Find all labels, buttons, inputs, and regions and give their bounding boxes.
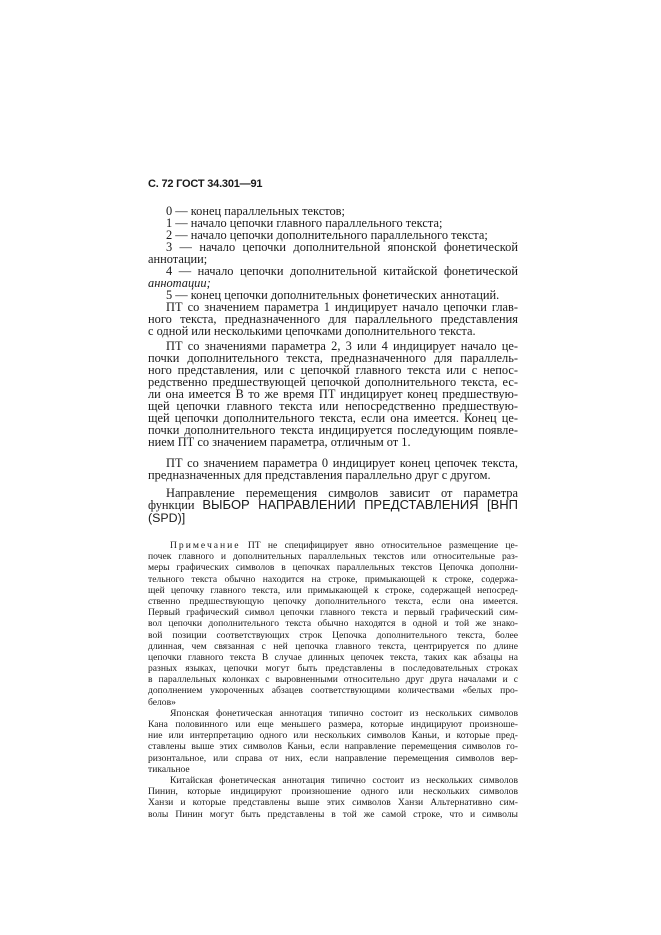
- note-line: тельного текста обычно находится на строке, примыкающей к строке, содержа-: [148, 573, 518, 585]
- note-line: вой позиции соответствующих строк Цепочка дополнительного текста, более: [148, 629, 518, 641]
- note-line: Китайская фонетическая аннотация типично состоит из нескольких символов: [170, 774, 518, 786]
- note-line: Японская фонетическая аннотация типично состоит из нескольких символов: [170, 707, 518, 719]
- parameter-list: [148, 205, 518, 337]
- note-line: ставлены выше этих символов Каньи, если направление перемещения символов го-: [148, 741, 518, 753]
- note-line: ственно предшествующую цепочку дополнительного текста, если она имеется.: [148, 595, 518, 607]
- list-item: 4 — начало цепочки дополнительной китайской фонетической: [166, 264, 518, 278]
- note-line: цепочки главного текста В случае длинных цепочек текста, таких как абзацы на: [148, 651, 518, 663]
- paragraph-line: ного представления, или с цепочкой главного текста или с непос-: [148, 363, 518, 377]
- paragraph-line: редственно предшествующей цепочкой дополнительного текста, ес-: [148, 375, 518, 389]
- note-line: щей цепочку главного текста, или примыкающей к строке, содержащей непосред-: [148, 584, 518, 596]
- note-line: Ханзи и которые представлены выше этих символов Ханзи Альтернативно сим-: [148, 797, 518, 809]
- paragraph: [148, 487, 518, 524]
- text: функции: [148, 498, 195, 512]
- text: ПТ не специфицирует явно относительное размещение це-: [247, 540, 518, 551]
- paragraph-line: [148, 499, 518, 512]
- note-line: Кана половинного или еще меньшего размера, которые индицируют произноше-: [148, 719, 518, 730]
- function-name: ВЫБОР НАПРАВЛЕНИЙ ПРЕДСТАВЛЕНИЯ [ВНП: [202, 497, 518, 512]
- paragraph-line: предназначенных для представления параллельно друг с другом.: [148, 468, 491, 482]
- note-line: дополнением укороченных абзацев соответствующими количествами «белых про-: [148, 685, 518, 697]
- paragraph-line: ПТ со значением параметра 0 индицирует конец цепочек текста,: [166, 456, 518, 470]
- note-line: Пинин, которые индицируют произношение одного или нескольких символов: [148, 786, 518, 798]
- note-line: ние или интерпретацию одного или нескольких символов Каньи, и которые пред-: [148, 730, 518, 742]
- list-item: 5 — конец цепочки дополнительных фонетических аннотаций.: [166, 288, 500, 302]
- paragraph-line: ли она имеется В то же время ПТ индицирует конец предшествую-: [148, 387, 518, 401]
- list-item: аннотации;: [148, 276, 211, 290]
- list-item: 0 — конец параллельных текстов;: [166, 204, 345, 218]
- paragraph-line: щей цепочки дополнительного текста, если она имеется. Конец це-: [148, 411, 518, 425]
- paragraph-line: с одной или несколькими цепочками дополнительного текста.: [148, 324, 476, 338]
- note-line: [148, 540, 518, 551]
- list-item: 3 — начало цепочки дополнительной японской фонетической: [166, 240, 518, 254]
- note-line: меры графических символов в цепочках параллельных текстов Цепочка дополни-: [148, 562, 518, 574]
- paragraph-line: почки дополнительного текста, предназначенного для параллель-: [148, 351, 518, 365]
- paragraph: [148, 340, 518, 448]
- note-line: вол цепочки дополнительного текста обычно находятся в одной и той же знако-: [148, 618, 518, 630]
- note-line: длинная, чем связанная с ней цепочка главного текста, центрируется по длине: [148, 640, 518, 652]
- list-item: 1 — начало цепочки главного параллельного текста;: [166, 216, 443, 230]
- paragraph-line: ного текста, предназначенного для параллельного представления: [148, 312, 518, 326]
- paragraph-line: почки дополнительного текста индицируется последующим появле-: [148, 423, 518, 437]
- paragraph-line: (SPD)]: [148, 511, 186, 525]
- note-line: Первый графический символ цепочки главного текста и первый графический сим-: [148, 607, 518, 619]
- page-header: С. 72 ГОСТ 34.301—91: [148, 178, 263, 190]
- note: [148, 540, 518, 820]
- paragraph-line: ПТ со значением параметра 1 индицирует начало цепочки глав-: [166, 300, 518, 314]
- note-line: волы Пинин могут быть представлены в той же самой строке, что и символы: [148, 808, 518, 820]
- list-item: 2 — начало цепочки дополнительного параллельного текста;: [166, 228, 488, 242]
- paragraph: [148, 457, 518, 481]
- paragraph-line: ПТ со значениями параметра 2, 3 или 4 индицирует начало це-: [166, 339, 518, 353]
- note-line: ризонтальное, или справа от них, если направление перемещения символов вер-: [148, 752, 518, 764]
- note-line: в параллельных колонках с выровненными относительно друг друга началами и с: [148, 674, 518, 686]
- paragraph-line: нием ПТ со значением параметра, отличным от 1.: [148, 435, 411, 449]
- note-label: Примечание: [170, 540, 241, 551]
- note-line: тикальное: [148, 763, 190, 775]
- note-line: белов»: [148, 696, 176, 708]
- note-line: разных языках, цепочки могут быть представлены в последовательных строках: [148, 663, 518, 675]
- list-item: аннотации;: [148, 252, 208, 266]
- paragraph-line: щей цепочки главного текста или непосредственно предшествую-: [148, 399, 518, 413]
- note-line: почек главного и дополнительных параллельных текстов или относительные раз-: [148, 551, 518, 563]
- paragraph-line: Направление перемещения символов зависит от параметра: [166, 486, 518, 500]
